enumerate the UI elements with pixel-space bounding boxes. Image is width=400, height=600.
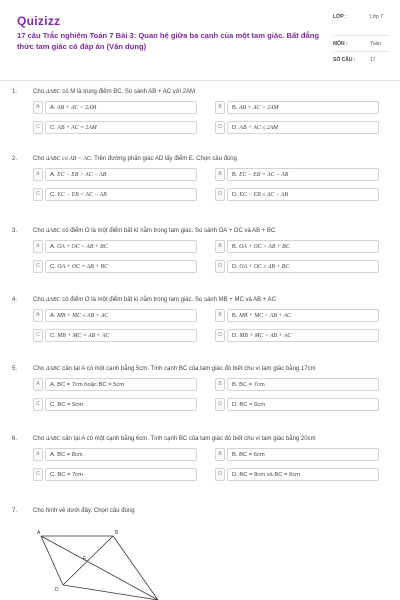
option-letter-badge: D xyxy=(215,121,225,134)
option-letter-badge: D xyxy=(215,329,225,342)
answer-option[interactable] xyxy=(215,188,379,201)
option-box[interactable] xyxy=(227,240,379,253)
answer-option[interactable] xyxy=(33,260,197,273)
option-letter-badge: C xyxy=(33,468,43,481)
meta-value: Toán xyxy=(370,41,381,47)
option-letter-badge: B xyxy=(215,448,225,461)
question-text-prefix: Cho xyxy=(33,297,46,303)
question-text-prefix: Cho hình vẽ dưới đây. Chọn câu đúng xyxy=(33,508,135,514)
answer-option[interactable] xyxy=(33,468,197,481)
option-letter-badge: C xyxy=(33,188,43,201)
option-letter-badge: D xyxy=(215,398,225,411)
question-text-math: ΔABC xyxy=(45,228,61,234)
option-text xyxy=(232,264,289,270)
meta-label: MÔN : xyxy=(333,41,348,47)
option-math: MB + MC > AB + AC xyxy=(239,333,292,339)
option-letter-badge: B xyxy=(215,240,225,253)
meta-value: Lớp 7 xyxy=(370,14,384,20)
answer-option[interactable] xyxy=(33,378,197,391)
option-label: C. xyxy=(50,333,58,339)
answer-option[interactable] xyxy=(33,188,197,201)
question-text xyxy=(33,508,378,514)
option-label: A. xyxy=(50,313,58,319)
option-letter-badge: C xyxy=(33,260,43,273)
question-text xyxy=(33,228,378,234)
option-label: B. BC = 6cm xyxy=(232,452,265,458)
meta-divider xyxy=(333,35,388,36)
option-label: B. xyxy=(232,244,240,250)
option-text xyxy=(50,192,107,198)
option-text xyxy=(50,452,83,458)
answer-option[interactable] xyxy=(33,448,197,461)
answer-option[interactable] xyxy=(215,260,379,273)
answer-option[interactable] xyxy=(33,168,197,181)
meta-divider xyxy=(333,51,388,52)
meta-value: 17 xyxy=(370,57,376,63)
option-label: C. xyxy=(50,192,58,198)
option-text xyxy=(50,382,124,388)
question-text-math: ΔABC xyxy=(45,436,61,442)
option-text xyxy=(232,244,290,250)
option-box[interactable] xyxy=(227,448,379,461)
option-label: C. BC = 5cm xyxy=(50,402,84,408)
question-text-prefix: Cho xyxy=(33,156,46,162)
option-text xyxy=(50,172,106,178)
option-math: MB + MC = AB + AC xyxy=(57,333,110,339)
option-text xyxy=(50,125,97,131)
option-letter-badge: A xyxy=(33,378,43,391)
option-text xyxy=(232,382,265,388)
option-label: B. xyxy=(232,105,240,111)
segment-bd xyxy=(63,536,113,585)
option-box[interactable] xyxy=(227,398,379,411)
option-label: B. xyxy=(232,172,240,178)
geometry-figure xyxy=(33,527,163,600)
question-text-math: ΔABC có AB < AC. xyxy=(45,156,93,162)
option-letter-badge: B xyxy=(215,101,225,114)
option-letter-badge: D xyxy=(215,188,225,201)
question-number: 1. xyxy=(12,89,18,95)
option-math: AB + AC = 2AM xyxy=(57,125,97,131)
question-text-suffix: có M là trung điểm BC. So sánh AB + AC với 2AM xyxy=(60,89,196,95)
option-text xyxy=(232,192,288,198)
option-label: C. BC = 7cm xyxy=(50,472,84,478)
question-number: 4. xyxy=(12,297,18,303)
option-label: D. xyxy=(232,192,240,198)
option-box[interactable] xyxy=(45,398,197,411)
answer-option[interactable] xyxy=(215,309,379,322)
option-math: EC − EB = AC − AB xyxy=(239,172,289,178)
answer-option[interactable] xyxy=(33,309,197,322)
answer-option[interactable] xyxy=(215,378,379,391)
option-box[interactable] xyxy=(45,121,197,134)
question-number: 2. xyxy=(12,156,18,162)
option-math: AB + AC < 2AM xyxy=(57,105,97,111)
option-label: D. BC = 6cm xyxy=(232,402,266,408)
option-box[interactable] xyxy=(45,309,197,322)
option-letter-badge: C xyxy=(33,329,43,342)
option-text xyxy=(232,125,278,131)
option-box[interactable] xyxy=(45,378,197,391)
option-label: D. xyxy=(232,333,240,339)
option-label: A. xyxy=(50,105,58,111)
question-text-suffix: có điểm O là một điểm bất kì nằm trong tam giác. So sánh OA + OC và AB + BC xyxy=(60,228,276,234)
option-box[interactable] xyxy=(45,188,197,201)
answer-option[interactable] xyxy=(215,168,379,181)
option-text xyxy=(50,402,83,408)
option-box[interactable] xyxy=(45,468,197,481)
option-math: AB + AC ≤ 2AM xyxy=(239,125,278,131)
answer-option[interactable] xyxy=(33,240,197,253)
option-letter-badge: D xyxy=(215,468,225,481)
option-math: EC − EB ≤ AC − AB xyxy=(239,192,288,198)
question-text-suffix: cân tại A có một cạnh bằng 6cm. Tính cạnh BC của tam giác đó biết chu vi tam giác bằng 20cm xyxy=(60,436,316,442)
option-box[interactable] xyxy=(227,329,379,342)
question-text-suffix: Trên đường phân giác AD lấy điểm E. Chọn câu đúng xyxy=(92,156,237,162)
question-number: 5. xyxy=(12,366,18,372)
option-letter-badge: C xyxy=(33,398,43,411)
option-label: D. BC = 8cm và BC = 6cm xyxy=(232,472,300,478)
option-text xyxy=(232,452,265,458)
option-letter-badge: A xyxy=(33,240,43,253)
segment-b-bottom xyxy=(113,536,158,600)
answer-option[interactable] xyxy=(215,398,379,411)
question-number: 7. xyxy=(12,508,18,514)
option-letter-badge: C xyxy=(33,121,43,134)
answer-option[interactable] xyxy=(215,240,379,253)
quizizz-logo: Quizizz xyxy=(17,14,61,28)
header-divider xyxy=(0,80,400,81)
point-label-a: A xyxy=(37,530,41,536)
answer-option[interactable] xyxy=(215,101,379,114)
option-math: MB + MC < AB + AC xyxy=(239,313,291,319)
option-text xyxy=(232,313,291,319)
question-text xyxy=(33,89,378,95)
option-letter-badge: A xyxy=(33,168,43,181)
point-label-b: B xyxy=(115,530,119,536)
option-box[interactable] xyxy=(45,101,197,114)
option-text xyxy=(50,244,108,250)
point-label-e: E xyxy=(83,556,87,562)
option-math: OA + OC > AB + BC xyxy=(239,244,290,250)
meta-label: LỚP : xyxy=(333,14,347,20)
option-label: A. BC = 8cm xyxy=(50,452,83,458)
question-text xyxy=(33,436,378,442)
question-text xyxy=(33,297,378,303)
option-box[interactable] xyxy=(45,240,197,253)
option-letter-badge: A xyxy=(33,101,43,114)
option-letter-badge: A xyxy=(33,448,43,461)
option-label: A. xyxy=(50,172,58,178)
option-text xyxy=(50,472,83,478)
option-label: B. xyxy=(232,313,240,319)
option-box[interactable] xyxy=(45,260,197,273)
option-box[interactable] xyxy=(227,468,379,481)
option-text xyxy=(232,402,265,408)
point-label-d: D xyxy=(55,587,59,593)
option-box[interactable] xyxy=(227,260,379,273)
question-text-math: ΔABC xyxy=(45,297,61,303)
option-text xyxy=(50,264,108,270)
option-math: EC − EB < AC − AB xyxy=(57,192,107,198)
option-box[interactable] xyxy=(227,121,379,134)
option-box[interactable] xyxy=(45,448,197,461)
option-label: B. BC = 7cm xyxy=(232,382,265,388)
option-text xyxy=(232,472,300,478)
option-math: MB + MC ≤ AB + AC xyxy=(57,313,109,319)
option-box[interactable] xyxy=(227,188,379,201)
option-text xyxy=(50,333,109,339)
question-text-math: ΔABC xyxy=(45,366,61,372)
question-text-suffix: cân tại A có một cạnh bằng 5cm. Tính cạnh BC của tam giác đó biết chu vi tam giác bằng 17cm xyxy=(60,366,316,372)
option-math: OA + OC ≥ AB + BC xyxy=(239,264,290,270)
answer-option[interactable] xyxy=(33,329,197,342)
question-number: 6. xyxy=(12,436,18,442)
answer-option[interactable] xyxy=(215,329,379,342)
option-math: OA + OC = AB + BC xyxy=(57,264,108,270)
option-text xyxy=(50,313,108,319)
answer-option[interactable] xyxy=(215,468,379,481)
option-letter-badge: B xyxy=(215,378,225,391)
option-box[interactable] xyxy=(227,309,379,322)
question-text-suffix: có điểm O là một điểm bất kì nằm trong tam giác. So sánh MB + MC và AB + AC xyxy=(60,297,276,303)
option-math: AB + AC > 2AM xyxy=(239,105,279,111)
question-text xyxy=(33,366,378,372)
question-text-prefix: Cho xyxy=(33,89,46,95)
question-text xyxy=(33,156,378,162)
worksheet-title: 17 câu Trắc nghiệm Toán 7 Bài 3: Quan hệ giữa ba cạnh của một tam giác. Bất đẳng thức tam giác có đáp án (Vận dụng) xyxy=(17,31,320,51)
meta-label: SỐ CÂU : xyxy=(333,57,356,63)
answer-option[interactable] xyxy=(33,398,197,411)
question-text-prefix: Cho xyxy=(33,436,46,442)
option-text xyxy=(50,105,96,111)
option-box[interactable] xyxy=(45,329,197,342)
option-box[interactable] xyxy=(227,378,379,391)
option-letter-badge: B xyxy=(215,309,225,322)
answer-option[interactable] xyxy=(215,121,379,134)
option-letter-badge: D xyxy=(215,260,225,273)
option-letter-badge: B xyxy=(215,168,225,181)
option-label: C. xyxy=(50,264,58,270)
option-label: A. BC = 7cm hoặc BC = 5cm xyxy=(50,382,125,388)
option-text xyxy=(232,172,288,178)
option-box[interactable] xyxy=(227,168,379,181)
option-box[interactable] xyxy=(227,101,379,114)
answer-option[interactable] xyxy=(33,101,197,114)
option-letter-badge: A xyxy=(33,309,43,322)
question-text-prefix: Cho xyxy=(33,366,46,372)
option-box[interactable] xyxy=(45,168,197,181)
option-text xyxy=(232,105,278,111)
option-math: OA + OC < AB + BC xyxy=(57,244,108,250)
question-text-prefix: Cho xyxy=(33,228,46,234)
option-math: EC − EB > AC − AB xyxy=(57,172,107,178)
option-label: A. xyxy=(50,244,58,250)
option-label: D. xyxy=(232,125,240,131)
question-number: 3. xyxy=(12,228,18,234)
answer-option[interactable] xyxy=(33,121,197,134)
option-label: D. xyxy=(232,264,240,270)
segment-ad xyxy=(41,536,63,585)
answer-option[interactable] xyxy=(215,448,379,461)
question-text-math: ΔABC xyxy=(45,89,61,95)
option-label: C. xyxy=(50,125,58,131)
option-text xyxy=(232,333,291,339)
